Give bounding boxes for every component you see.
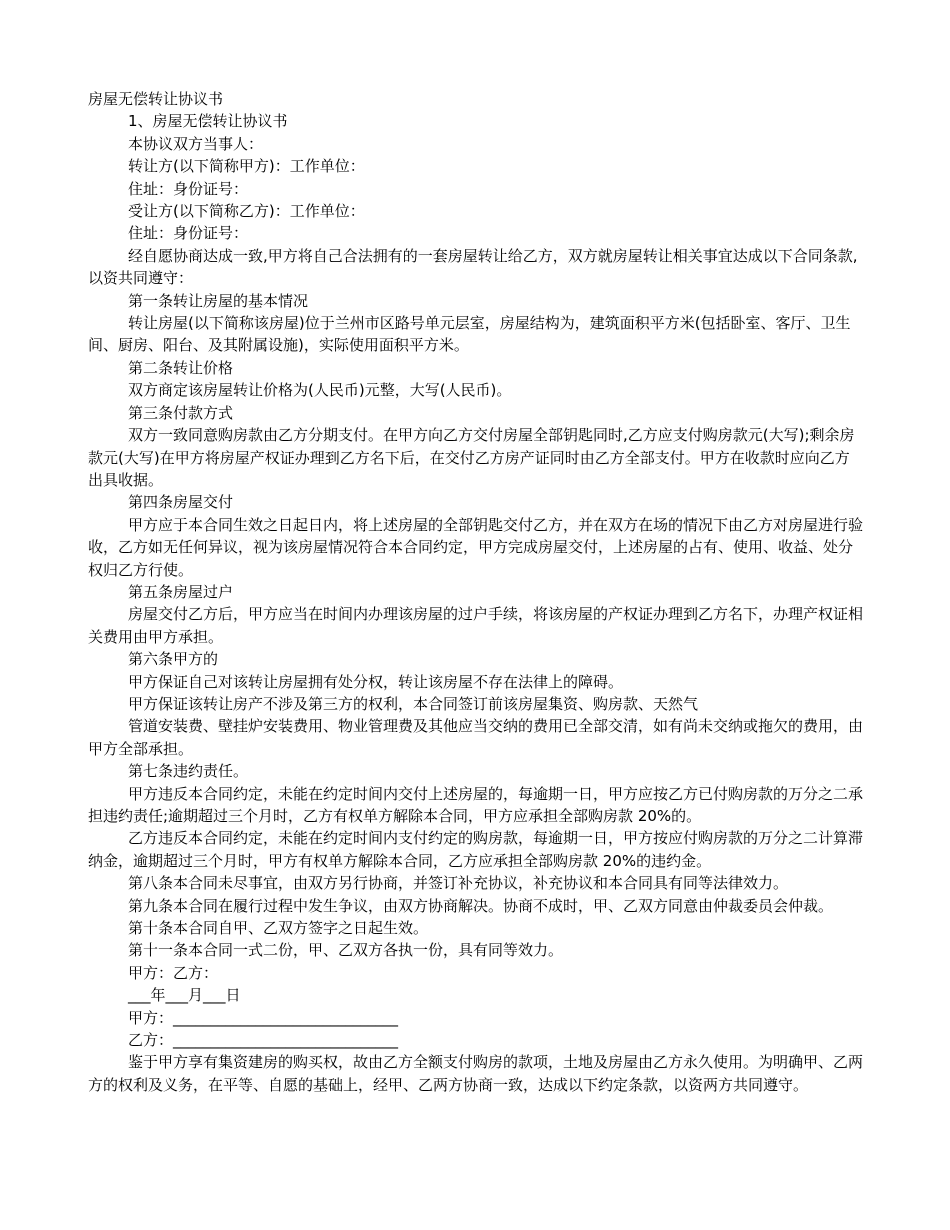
clause-heading: 第六条甲方的 bbox=[128, 650, 219, 669]
paragraph: 第八条本合同未尽事宜，由双方另行协商，并签订补充协议，补充协议和本合同具有同等法律效力。 bbox=[128, 874, 789, 893]
clause-heading: 第四条房屋交付 bbox=[128, 493, 234, 512]
paragraph: 转让方(以下简称甲方)：工作单位： bbox=[128, 157, 365, 176]
paragraph: 乙方违反本合同约定，未能在约定时间内支付约定的购房款，每逾期一日，甲方按应付购房款的万分之二计算滞纳金，逾期超过三个月时，甲方有权单方解除本合同，乙方应承担全部购房款 20%的违约金。 bbox=[88, 829, 864, 870]
section-heading: 1、房屋无偿转让协议书 bbox=[128, 112, 288, 131]
clause-heading: 第七条违约责任。 bbox=[128, 762, 249, 781]
clause-heading: 第二条转让价格 bbox=[128, 358, 234, 377]
paragraph: 管道安装费、壁挂炉安装费用、物业管理费及其他应当交纳的费用已全部交清，如有尚未交纳或拖欠的费用，由甲方全部承担。 bbox=[88, 717, 864, 758]
signature-date: ___年___月___日 bbox=[128, 986, 241, 1005]
paragraph: 第十条本合同自甲、乙双方签字之日起生效。 bbox=[128, 919, 429, 938]
paragraph: 受让方(以下简称乙方)：工作单位： bbox=[128, 202, 365, 221]
paragraph: 甲方违反本合同约定，未能在约定时间内交付上述房屋的，每逾期一日，甲方应按乙方已付购房款的万分之二承担违约责任;逾期超过三个月时，乙方有权单方解除本合同，甲方应承担全部购房款 20%的。 bbox=[88, 784, 864, 825]
clause-heading: 第三条付款方式 bbox=[128, 403, 234, 422]
clause-heading: 第一条转让房屋的基本情况 bbox=[128, 291, 309, 310]
paragraph: 甲方应于本合同生效之日起日内，将上述房屋的全部钥匙交付乙方，并在双方在场的情况下由乙方对房屋进行验收，乙方如无任何异议，视为该房屋情况符合本合同约定，甲方完成房屋交付，上述房屋的占有、使用、收益、处分权归乙方行使。 bbox=[88, 515, 864, 579]
paragraph: 甲方保证自己对该转让房屋拥有处分权，转让该房屋不存在法律上的障碍。 bbox=[128, 672, 624, 691]
paragraph: 经自愿协商达成一致,甲方将自己合法拥有的一套房屋转让给乙方，双方就房屋转让相关事宜达成以下合同条款,以资共同遵守： bbox=[88, 246, 858, 288]
paragraph: 住址：身份证号： bbox=[128, 179, 249, 198]
signature-line-party-a: 甲方：______________________________ bbox=[128, 1008, 399, 1027]
paragraph: 第十一条本合同一式二份，甲、乙双方各执一份，具有同等效力。 bbox=[128, 941, 564, 960]
paragraph: 转让房屋(以下简称该房屋)位于兰州市区路号单元层室，房屋结构为，建筑面积平方米(包括卧室、客厅、卫生间、厨房、阳台、及其附属设施)，实际使用面积平方米。 bbox=[88, 314, 851, 355]
paragraph: 住址：身份证号： bbox=[128, 224, 249, 243]
document-title: 房屋无偿转让协议书 bbox=[88, 90, 224, 108]
paragraph: 房屋交付乙方后，甲方应当在时间内办理该房屋的过户手续，将该房屋的产权证办理到乙方名下，办理产权证相关费用由甲方承担。 bbox=[88, 605, 864, 646]
paragraph: 本协议双方当事人： bbox=[128, 134, 264, 153]
paragraph: 双方一致同意购房款由乙方分期支付。在甲方向乙方交付房屋全部钥匙同时,乙方应支付购房款元(大写);剩余房款元(大写)在甲方将房屋产权证办理到乙方名下后，在交付乙方房产证同时由乙方全部支付。甲方在收款时应向乙方出具收据。 bbox=[88, 426, 855, 489]
paragraph: 甲方保证该转让房产不涉及第三方的权利，本合同签订前该房屋集资、购房款、天然气 bbox=[128, 694, 699, 713]
paragraph: 第九条本合同在履行过程中发生争议，由双方协商解决。协商不成时，甲、乙双方同意由仲裁委员会仲裁。 bbox=[128, 896, 834, 915]
signature-parties: 甲方：乙方： bbox=[128, 963, 219, 982]
paragraph: 鉴于甲方享有集资建房的购买权，故由乙方全额支付购房的款项，土地及房屋由乙方永久使用。为明确甲、乙两方的权利及义务，在平等、自愿的基础上，经甲、乙两方协商一致，达成以下约定条款，以资两方共同遵守。 bbox=[88, 1053, 864, 1094]
document-body bbox=[88, 88, 863, 1096]
clause-heading: 第五条房屋过户 bbox=[128, 582, 234, 601]
signature-line-party-b: 乙方：______________________________ bbox=[128, 1031, 399, 1050]
paragraph: 双方商定该房屋转让价格为(人民币)元整，大写(人民币)。 bbox=[128, 381, 512, 400]
